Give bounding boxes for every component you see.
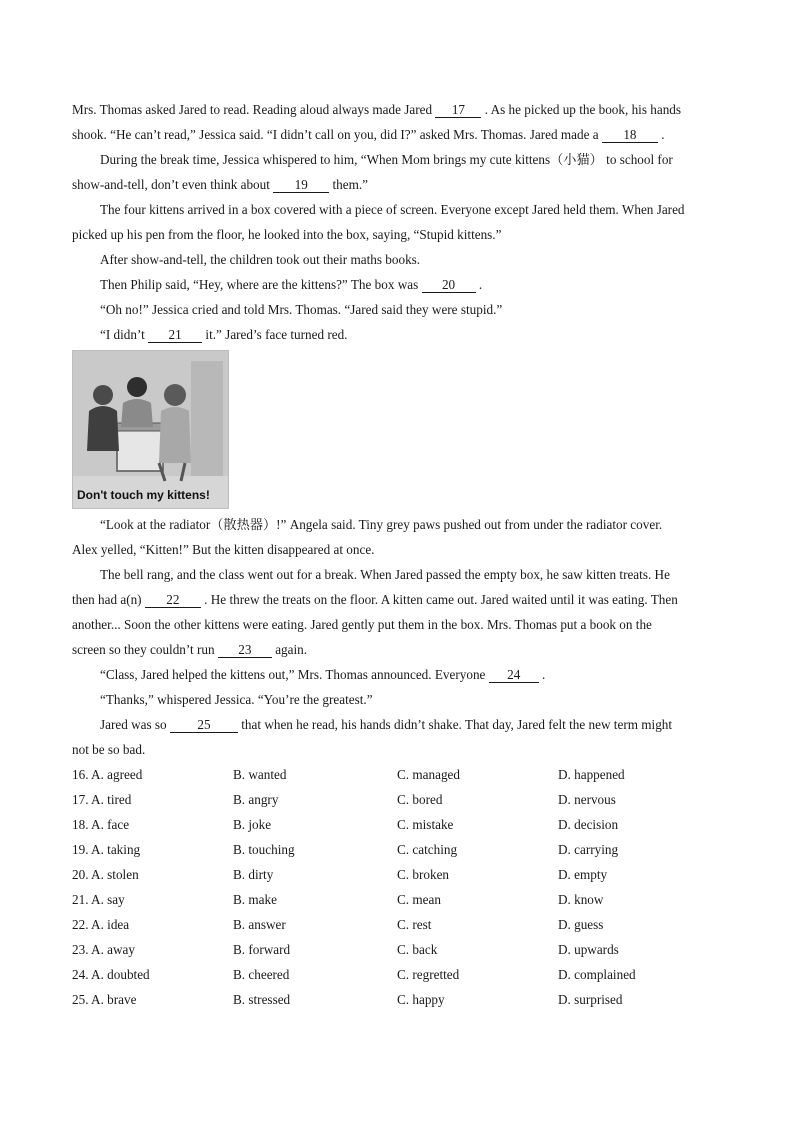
- passage-text: screen so they couldn’t run: [72, 642, 218, 657]
- passage-line: [100, 202, 685, 218]
- option-d[interactable]: D. upwards: [558, 942, 619, 957]
- passage-line: [72, 642, 307, 658]
- passage-text: . As he picked up the book, his hands: [481, 102, 682, 117]
- option-c[interactable]: C. broken: [397, 867, 450, 882]
- option-c[interactable]: C. catching: [397, 842, 458, 857]
- option-d[interactable]: D. decision: [558, 817, 619, 832]
- question-20: [72, 867, 722, 883]
- passage-line: [72, 542, 374, 558]
- passage-text: them.”: [329, 177, 369, 192]
- passage-text: show-and-tell, don’t even think about: [72, 177, 274, 192]
- blank-19: 19: [273, 178, 329, 193]
- option-c[interactable]: C. rest: [397, 917, 432, 932]
- option-b[interactable]: B. joke: [233, 817, 272, 832]
- passage-text: “Class, Jared helped the kittens out,” Mrs. Thomas announced. Everyone: [100, 667, 489, 682]
- option-b[interactable]: B. dirty: [233, 867, 274, 882]
- option-d[interactable]: D. complained: [558, 967, 636, 982]
- option-c[interactable]: C. regretted: [397, 967, 460, 982]
- passage-text: . He threw the treats on the floor. A kitten came out. Jared waited until it was eating. Then: [200, 592, 678, 607]
- option-c[interactable]: C. back: [397, 942, 438, 957]
- passage-text: then had a(n): [72, 592, 145, 607]
- passage-line: [72, 127, 665, 143]
- option-b[interactable]: B. touching: [233, 842, 295, 857]
- passage-text: again.: [271, 642, 308, 657]
- passage-line: [100, 717, 672, 733]
- passage-text: .: [475, 277, 483, 292]
- passage-text: not be so bad.: [72, 742, 146, 757]
- question-19: [72, 842, 722, 858]
- kittens-picture: [73, 351, 228, 508]
- option-d[interactable]: D. nervous: [558, 792, 616, 807]
- passage-text: Jared was so: [100, 717, 170, 732]
- option-b[interactable]: B. forward: [233, 942, 291, 957]
- passage-line: [72, 592, 678, 608]
- blank-21: 21: [148, 328, 202, 343]
- option-b[interactable]: B. stressed: [233, 992, 291, 1007]
- blank-25: 25: [170, 718, 238, 733]
- question-17: [72, 792, 722, 808]
- passage-text: Mrs. Thomas asked Jared to read. Reading aloud always made Jared: [72, 102, 436, 117]
- option-d[interactable]: D. carrying: [558, 842, 619, 857]
- question-21: [72, 892, 722, 908]
- passage-text: “Look at the radiator（散热器）!” Angela said. Tiny grey paws pushed out from under the radiator cover.: [100, 517, 663, 532]
- blank-22: 22: [145, 593, 201, 608]
- passage-text: it.” Jared’s face turned red.: [202, 327, 348, 342]
- passage-line: [72, 617, 652, 633]
- passage-line: [100, 152, 673, 168]
- option-c[interactable]: C. mean: [397, 892, 441, 907]
- passage-text: another... Soon the other kittens were eating. Jared gently put them in the box. Mrs. Thomas put a book on the: [72, 617, 652, 632]
- illustration-caption: Don't touch my kittens!: [77, 488, 210, 502]
- passage-line: [100, 667, 545, 683]
- option-a[interactable]: 20. A. stolen: [72, 867, 139, 882]
- passage-line: [100, 692, 373, 708]
- passage-text: The four kittens arrived in a box covered with a piece of screen. Everyone except Jared held them. When Jared: [100, 202, 685, 217]
- option-a[interactable]: 22. A. idea: [72, 917, 130, 932]
- question-25: [72, 992, 722, 1008]
- option-d[interactable]: D. know: [558, 892, 604, 907]
- option-a[interactable]: 18. A. face: [72, 817, 130, 832]
- blank-23: 23: [218, 643, 272, 658]
- option-c[interactable]: C. mistake: [397, 817, 454, 832]
- passage-line: [72, 742, 145, 758]
- option-d[interactable]: D. surprised: [558, 992, 623, 1007]
- passage-text: The bell rang, and the class went out for a break. When Jared passed the empty box, he saw kitten treats. He: [100, 567, 670, 582]
- passage-line: [100, 567, 670, 583]
- question-24: [72, 967, 722, 983]
- passage-text: After show-and-tell, the children took out their maths books.: [100, 252, 421, 267]
- question-16: [72, 767, 722, 783]
- option-b[interactable]: B. wanted: [233, 767, 287, 782]
- passage-text: shook. “He can’t read,” Jessica said. “I didn’t call on you, did I?” asked Mrs. Thomas. Jared made a: [72, 127, 602, 142]
- option-a[interactable]: 23. A. away: [72, 942, 135, 957]
- passage-line: [72, 102, 681, 118]
- option-d[interactable]: D. empty: [558, 867, 608, 882]
- option-d[interactable]: D. guess: [558, 917, 604, 932]
- passage-text: During the break time, Jessica whispered to him, “When Mom brings my cute kittens（小猫） to school for: [100, 152, 673, 167]
- question-23: [72, 942, 722, 958]
- passage-line: [72, 177, 368, 193]
- option-a[interactable]: 17. A. tired: [72, 792, 132, 807]
- question-18: [72, 817, 722, 833]
- passage-text: .: [538, 667, 546, 682]
- blank-17: 17: [435, 103, 481, 118]
- passage-text: Alex yelled, “Kitten!” But the kitten disappeared at once.: [72, 542, 375, 557]
- option-a[interactable]: 19. A. taking: [72, 842, 141, 857]
- passage-line: [100, 327, 347, 343]
- passage-line: [100, 302, 502, 318]
- blank-18: 18: [602, 128, 658, 143]
- option-b[interactable]: B. cheered: [233, 967, 290, 982]
- option-c[interactable]: C. bored: [397, 792, 443, 807]
- blank-20: 20: [422, 278, 476, 293]
- option-b[interactable]: B. angry: [233, 792, 279, 807]
- kittens-illustration: [72, 350, 229, 509]
- passage-text: picked up his pen from the floor, he looked into the box, saying, “Stupid kittens.”: [72, 227, 502, 242]
- passage-text: “Oh no!” Jessica cried and told Mrs. Thomas. “Jared said they were stupid.”: [100, 302, 503, 317]
- passage-line: [100, 517, 662, 533]
- passage-line: [100, 277, 482, 293]
- option-c[interactable]: C. happy: [397, 992, 445, 1007]
- passage-text: Then Philip said, “Hey, where are the kittens?” The box was: [100, 277, 422, 292]
- option-a[interactable]: 25. A. brave: [72, 992, 137, 1007]
- passage-line: [100, 252, 420, 268]
- option-b[interactable]: B. make: [233, 892, 277, 907]
- option-c[interactable]: C. managed: [397, 767, 460, 782]
- option-a[interactable]: 16. A. agreed: [72, 767, 143, 782]
- option-a[interactable]: 21. A. say: [72, 892, 125, 907]
- passage-text: “Thanks,” whispered Jessica. “You’re the greatest.”: [100, 692, 373, 707]
- passage-line: [72, 227, 501, 243]
- question-22: [72, 917, 722, 933]
- passage-text: .: [657, 127, 665, 142]
- option-a[interactable]: 24. A. doubted: [72, 967, 150, 982]
- passage-text: “I didn’t: [100, 327, 149, 342]
- option-d[interactable]: D. happened: [558, 767, 625, 782]
- option-b[interactable]: B. answer: [233, 917, 286, 932]
- passage-text: that when he read, his hands didn’t shake. That day, Jared felt the new term might: [237, 717, 673, 732]
- blank-24: 24: [489, 668, 539, 683]
